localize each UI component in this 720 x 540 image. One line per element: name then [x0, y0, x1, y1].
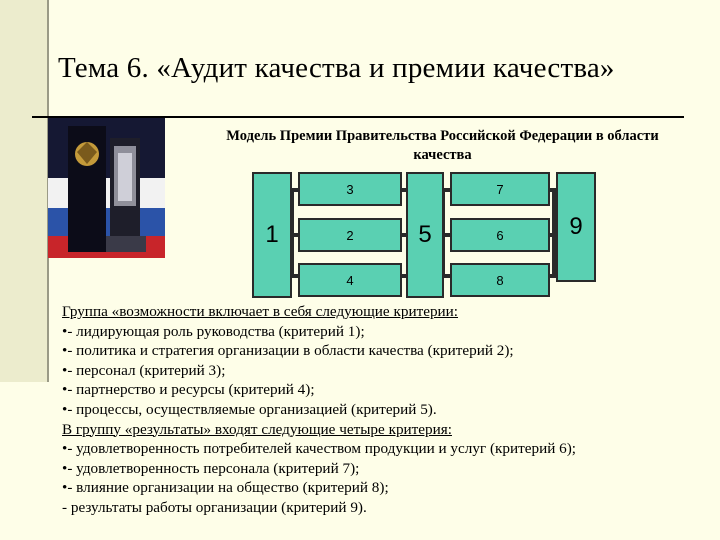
model-title: Модель Премии Правительства Российской Федерации в области качества: [226, 128, 659, 163]
results-heading: В группу «результаты» входят следующие четыре критерия:: [62, 420, 452, 438]
bullet: •: [62, 459, 68, 477]
bullet: •: [62, 322, 68, 340]
list-item: •- процессы, осуществляемые организацией (критерий 5).: [62, 400, 437, 418]
bullet: •: [62, 361, 68, 379]
criterion-box-1: 1: [252, 172, 292, 298]
left-decorative-band: [0, 0, 49, 382]
slide-title: Тема 6. «Аудит качества и премии качества»: [58, 52, 615, 84]
bullet: •: [62, 381, 68, 399]
list-item: •- удовлетворенность персонала (критерий 7);: [62, 459, 360, 477]
list-item: •- политика и стратегия организации в области качества (критерий 2);: [62, 342, 514, 360]
list-item: •- партнерство и ресурсы (критерий 4);: [62, 381, 315, 399]
list-item: •- лидирующая роль руководства (критерий 1);: [62, 322, 365, 340]
group-heading: Группа «возможности включает в себя следующие критерии:: [62, 303, 459, 320]
criterion-box-2: 2: [298, 218, 402, 252]
bullet: •: [62, 400, 68, 418]
bullet: •: [62, 440, 68, 458]
award-photo: [48, 118, 165, 258]
criteria-description: [62, 302, 712, 518]
criterion-box-5: 5: [406, 172, 444, 298]
criterion-box-7: 7: [450, 172, 550, 206]
list-item: •- влияние организации на общество (критерий 8);: [62, 479, 389, 497]
criterion-box-6: 6: [450, 218, 550, 252]
criterion-box-9: 9: [556, 172, 596, 282]
criterion-box-8: 8: [450, 263, 550, 297]
criterion-box-4: 4: [298, 263, 402, 297]
bullet: •: [62, 479, 68, 497]
criterion-box-3: 3: [298, 172, 402, 206]
list-item: •- удовлетворенность потребителей качеством продукции и услуг (критерий 6);: [62, 440, 577, 458]
list-item: •- персонал (критерий 3);: [62, 361, 226, 379]
list-item-last: - результаты работы организации (критерий 9).: [62, 498, 367, 516]
bullet: •: [62, 342, 68, 360]
